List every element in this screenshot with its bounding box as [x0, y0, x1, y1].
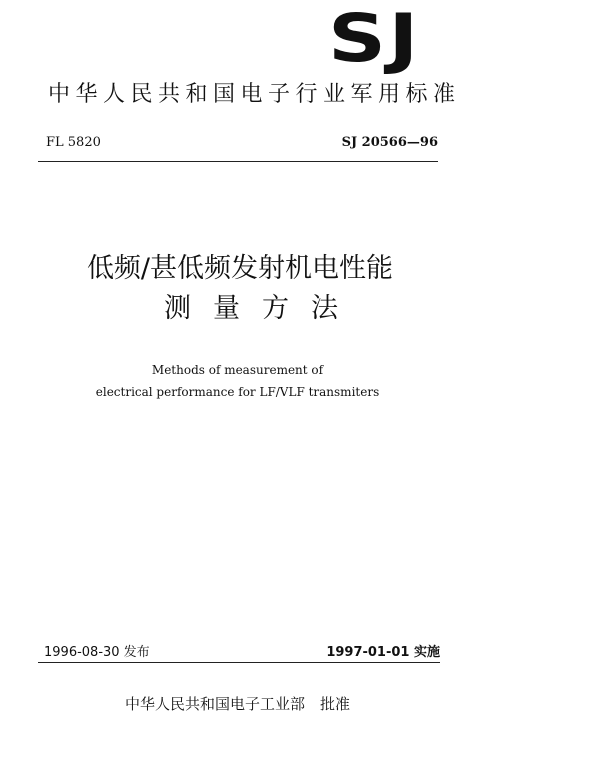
issue-date: 1996-08-30 发布	[44, 645, 150, 660]
document-title-zh-line1: 低频/甚低频发射机电性能	[86, 253, 394, 284]
standard-category-title: 中华人民共和国电子行业军用标准	[48, 82, 461, 107]
standard-number: SJ 20566—96	[341, 135, 438, 150]
footer-divider	[38, 662, 440, 663]
approving-authority: 中华人民共和国电子工业部 批准	[124, 695, 350, 713]
effective-date: 1997-01-01 实施	[326, 645, 440, 660]
document-title-en-line2: electrical performance for LF/VLF transmiters	[95, 385, 380, 399]
document-title-en-line1: Methods of measurement of	[151, 363, 324, 377]
header-divider	[38, 161, 438, 162]
document-title-zh-line2: 测量方法	[164, 293, 360, 324]
sj-logo: SJ	[328, 0, 421, 77]
classification-code: FL 5820	[46, 135, 101, 150]
